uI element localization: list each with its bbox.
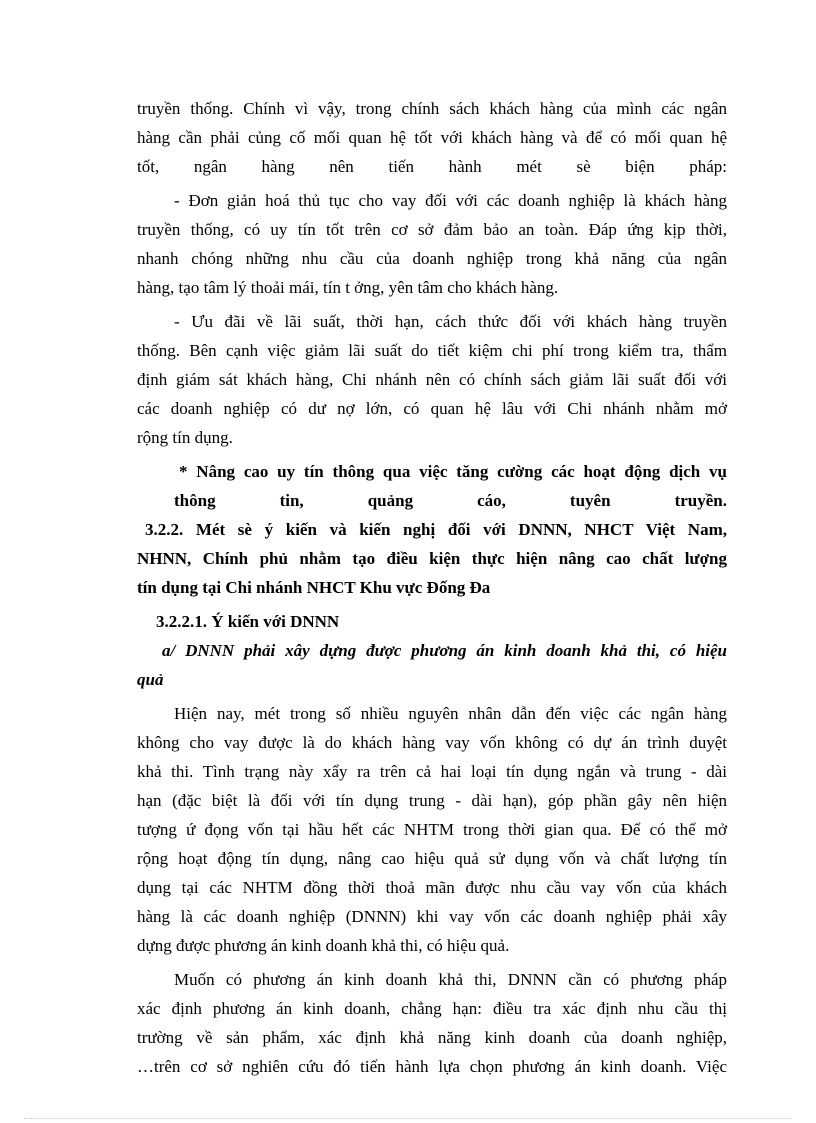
subsection-heading-3-2-2-1: 3.2.2.1. Ý kiến với DNNN <box>156 612 340 631</box>
document-page <box>137 94 727 1081</box>
text-line: hạn (đặc biệt là đối với tín dụng trung - dài hạn), góp phần gây nên hiện <box>137 791 727 810</box>
text-line: rộng tín dụng. <box>137 428 233 447</box>
text-line: - Ưu đãi về lãi suất, thời hạn, cách thức đối với khách hàng truyền <box>174 312 727 331</box>
text-line: tượng ứ đọng vốn tại hầu hết các NHTM trong thời gian qua. Để có thể mở <box>137 820 727 839</box>
text-line: định giám sát khách hàng, Chi nhánh nên có chính sách giảm lãi suất đối với <box>137 370 727 389</box>
text-line: các doanh nghiệp có dư nợ lớn, có quan hệ lâu với Chi nhánh nhằm mở <box>137 399 727 418</box>
text-line: nhanh chóng những nhu cầu của doanh nghiệp trong khả năng của ngân <box>137 249 727 268</box>
text-line: thống. Bên cạnh việc giảm lãi suất do tiết kiệm chi phí trong kiểm tra, thẩm <box>137 341 727 360</box>
text-line: tốt, ngân hàng nên tiến hành mét sè biện pháp: <box>137 157 727 176</box>
page-bottom-rule <box>24 1118 792 1119</box>
text-line: Muốn có phương án kinh doanh khả thi, DNNN cần có phương pháp <box>174 970 727 989</box>
text-line: hàng cần phải củng cố mối quan hệ tốt với khách hàng và để có mối quan hệ <box>137 128 727 147</box>
text-line: truyền thống. Chính vì vậy, trong chính sách khách hàng của mình các ngân <box>137 99 727 118</box>
text-line: khả thi. Tình trạng này xẩy ra trên cả hai loại tín dụng ngắn và trung - dài <box>137 762 727 781</box>
italic-heading-line: quả <box>137 670 164 689</box>
text-line: xác định phương án kinh doanh, chẳng hạn: điều tra xác định nhu cầu thị <box>137 999 727 1018</box>
text-line: hàng là các doanh nghiệp (DNNN) khi vay vốn các doanh nghiệp phải xây <box>137 907 727 926</box>
text-line: - Đơn giản hoá thủ tục cho vay đối với các doanh nghiệp là khách hàng <box>174 191 727 210</box>
text-line: không cho vay được là do khách hàng vay vốn không có dự án trình duyệt <box>137 733 727 752</box>
bold-heading-line: thông tin, quảng cáo, tuyên truyền. <box>174 491 727 510</box>
bold-heading-line: * Nâng cao uy tín thông qua việc tăng cường các hoạt động dịch vụ <box>179 462 727 481</box>
italic-heading-line: a/ DNNN phải xây dựng được phương án kinh doanh khả thi, có hiệu <box>162 641 727 660</box>
section-heading-line: NHNN, Chính phủ nhằm tạo điều kiện thực hiện nâng cao chất lượng <box>137 549 727 568</box>
text-line: dựng được phương án kinh doanh khả thi, có hiệu quả. <box>137 936 510 955</box>
text-line: hàng, tạo tâm lý thoải mái, tín t ởng, yên tâm cho khách hàng. <box>137 278 559 297</box>
text-line: rộng hoạt động tín dụng, nâng cao hiệu quả sử dụng vốn và chất lượng tín <box>137 849 727 868</box>
text-line: Hiện nay, mét trong số nhiều nguyên nhân dẫn đến việc các ngân hàng <box>174 704 727 723</box>
text-line: truyền thống, có uy tín tốt trên cơ sở đảm bảo an toàn. Đáp ứng kịp thời, <box>137 220 727 239</box>
text-line: dụng tại các NHTM đồng thời thoả mãn được nhu cầu vay vốn của khách <box>137 878 727 897</box>
text-line: …trên cơ sở nghiên cứu đó tiến hành lựa chọn phương án kinh doanh. Việc <box>137 1057 727 1076</box>
section-heading-3-2-2: 3.2.2. Mét sè ý kiến và kiến nghị đối với DNNN, NHCT Việt Nam, <box>145 520 727 539</box>
text-line: trường về sản phẩm, xác định khả năng kinh doanh của doanh nghiệp, <box>137 1028 727 1047</box>
section-heading-line: tín dụng tại Chi nhánh NHCT Khu vực Đống Đa <box>137 578 491 597</box>
